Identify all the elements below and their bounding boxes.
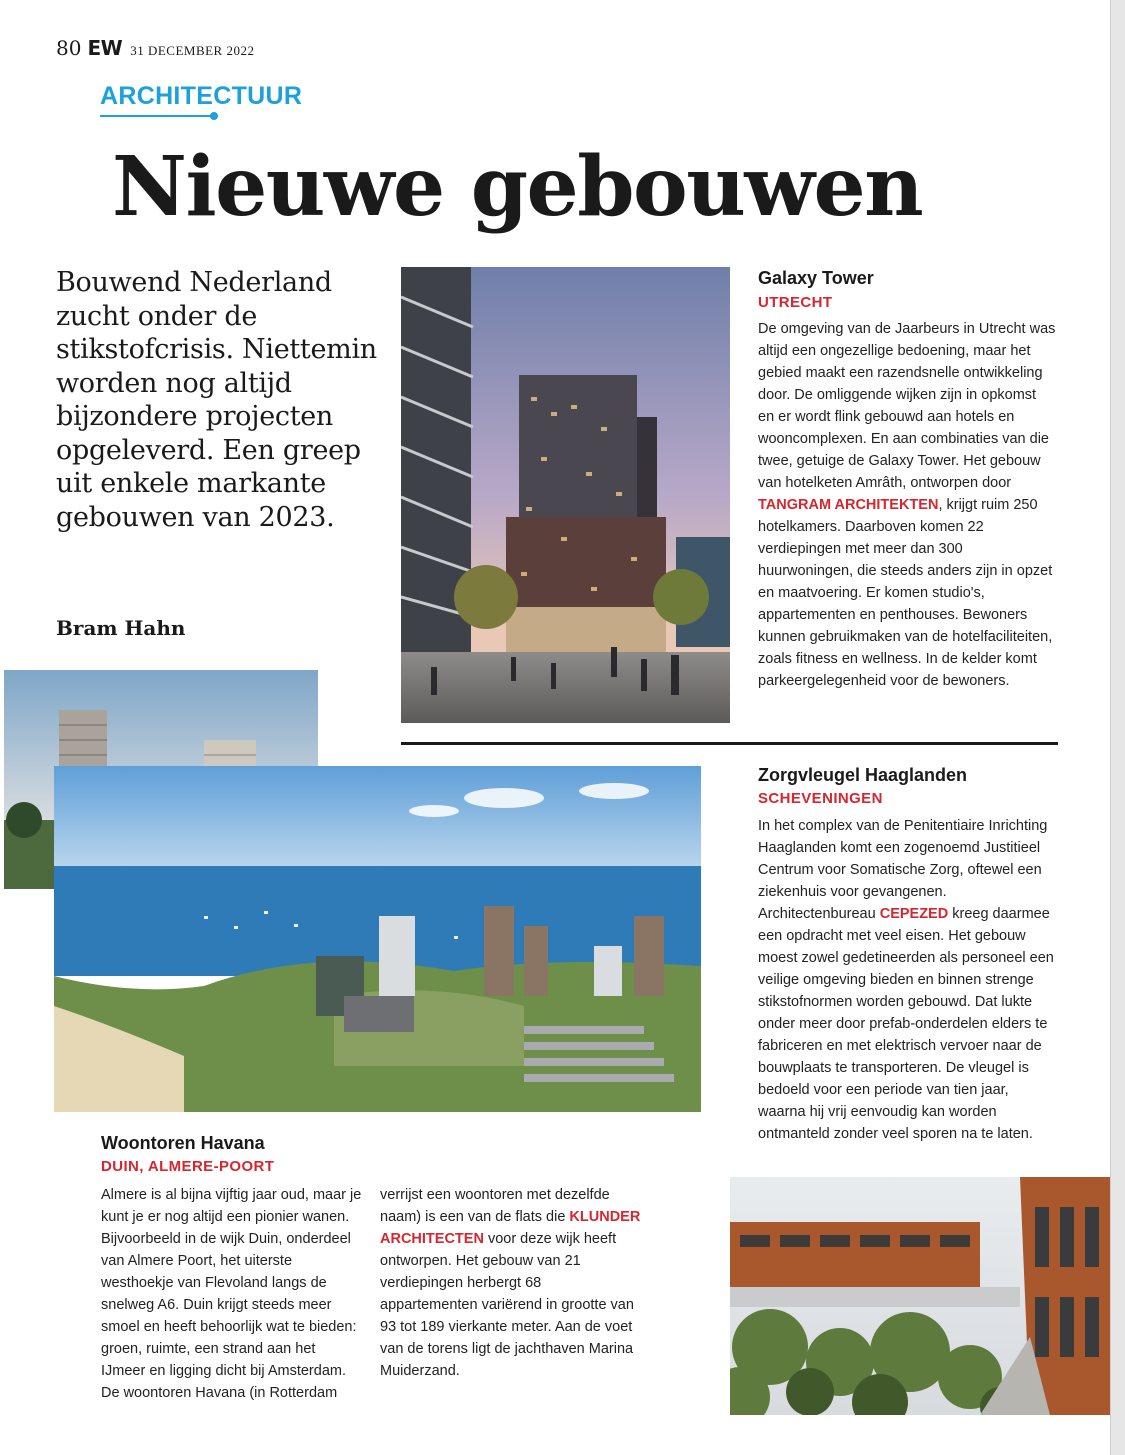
issue-date: 31 DECEMBER 2022 [130, 43, 255, 58]
galaxy-title: Galaxy Tower [758, 268, 874, 288]
zorg-location: SCHEVENINGEN [758, 790, 883, 807]
page-title: Nieuwe gebouwen [112, 139, 923, 235]
page-number: 80 [56, 36, 82, 60]
almere-aerial-photo [54, 766, 701, 1112]
author-byline: Bram Hahn [56, 616, 186, 640]
zorg-title: Zorgvleugel Haaglanden [758, 765, 968, 785]
havana-title: Woontoren Havana [101, 1133, 265, 1153]
havana-architect: KLUNDER ARCHITECTEN [380, 1209, 641, 1247]
intro-text: Bouwend Nederland zucht onder de stikstofcrisis. Niettemin worden nog altijd bijzondere projecten opgeleverd. Een greep uit enkele markante gebouwen van 2023. [56, 267, 377, 533]
galaxy-tower-photo [401, 267, 730, 723]
page-edge [1110, 0, 1125, 1455]
galaxy-architect: TANGRAM ARCHITEKTEN [758, 497, 939, 513]
galaxy-body: De omgeving van de Jaarbeurs in Utrecht was altijd een ongezellige bedoening, maar het gebied maakt een razendsnelle ontwikkeling door. De omliggende wijken zijn in opkomst en er wordt flink gebouwd aan hotels en wooncomplexen. En aan combinaties van die twee, getuige de Galaxy Tower. Het gebouw van hotelketen Amrâth, ontworpen door TANGRAM ARCHITEKTEN, krijgt ruim 250 hotelkamers. Daarboven komen 22 verdiepingen met meer dan 300 huurwoningen, die steeds anders zijn in opzet en maatvoering. Er komen studio's, appartementen en penthouses. Bewoners kunnen gebruikmaken van de hotelfaciliteiten, zoals fitness en wellness. In de kelder komt parkeergelegenheid voor de bewoners. [758, 321, 1056, 689]
havana-body: Almere is al bijna vijftig jaar oud, maar je kunt je er nog altijd een pionier wanen. Bijvoorbeeld in de wijk Duin, onderdeel van Almere Poort, het uiterste westhoekje van Flevoland langs de snelweg A6. Duin krijgt steeds meer smoel en heeft behoorlijk wat te bieden: groen, ruimte, een strand aan het IJmeer en ligging dicht bij Amsterdam. De woontoren Havana (in Rotterdam verrijst een woontoren met dezelfde naam) is een van de flats die KLUNDER ARCHITECTEN voor deze wijk heeft ontworpen. Het gebouw van 21 verdiepingen herbergt 68 appartementen variërend in grootte van 93 tot 189 vierkante meter. Aan de voet van de torens ligt de jachthaven Marina Muiderzand. [101, 1187, 641, 1401]
zorgvleugel-photo [730, 1177, 1110, 1415]
magazine-logo: EW [87, 36, 123, 60]
zorg-body: In het complex van de Penitentiaire Inrichting Haaglanden komt een zogenoemd Justitieel Centrum voor Somatische Zorg, oftewel een ziekenhuis voor gevangenen. Architectenbureau CEPEZED kreeg daarmee een opdracht met veel eisen. Het gebouw moest zowel gedetineerden als personeel een veilige omgeving bieden en binnen strenge stikstofnormen worden gebouwd. Dat lukte onder meer door prefab-onderdelen elders te fabriceren en met elektrisch vervoer naar de bouwplaats te transporteren. De vleugel is bedoeld voor een periode van tien jaar, waarna hij vrij eenvoudig kan worden ontmanteld zonder veel sporen na te laten. [758, 818, 1054, 1142]
section-divider [401, 742, 1058, 745]
folio [56, 36, 254, 60]
galaxy-location: UTRECHT [758, 294, 833, 311]
havana-location: DUIN, ALMERE-POORT [101, 1158, 275, 1175]
section-dot [210, 112, 218, 120]
zorg-architect: CEPEZED [879, 906, 949, 922]
section-label: ARCHITECTUUR [100, 82, 303, 110]
section-underline [100, 115, 214, 117]
